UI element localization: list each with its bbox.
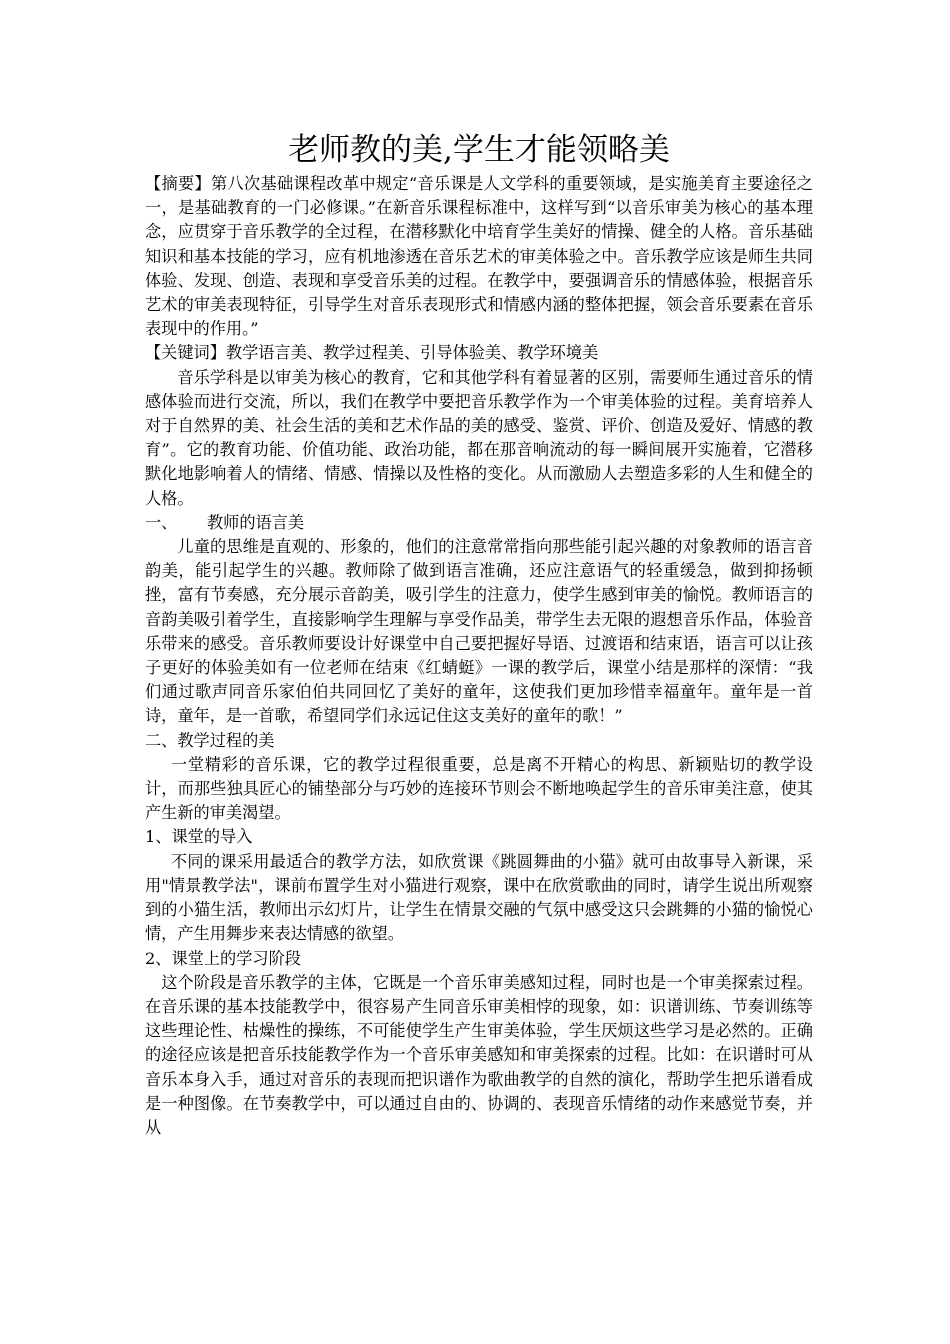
intro-paragraph: 音乐学科是以审美为核心的教育，它和其他学科有着显著的区别，需要师生通过音乐的情感体验而进行交流，所以，我们在教学中要把音乐教学作为一个审美体验的过程。美育培养人对于自然界的美、社会生活的美和艺术作品的美的感受、鉴赏、评价、创造及爱好、情感的教育”。它的教育功能、价值功能、政治功能，都在那音响流动的每一瞬间展开实施着，它潜移默化地影响着人的情绪、情感、情操以及性格的变化。从而激励人去塑造多彩的人生和健全的人格。 bbox=[145, 367, 813, 508]
section1-number: 一、 bbox=[145, 512, 178, 532]
section1-title: 教师的语言美 bbox=[207, 512, 305, 532]
document-page bbox=[145, 128, 813, 1140]
keywords-paragraph: 【关键词】教学语言美、教学过程美、引导体验美、教学环境美 bbox=[145, 343, 599, 363]
section1-body: 儿童的思维是直观的、形象的，他们的注意常常指向那些能引起兴趣的对象教师的语言音韵美，能引起学生的兴趣。教师除了做到语言准确，还应注意语气的轻重缓急，做到抑扬顿挫，富有节奏感，充分展示音韵美，吸引学生的注意力，使学生感到审美的愉悦。教师语言的音韵美吸引着学生，直接影响学生理解与享受作品美，带学生去无限的遐想音乐作品，体验音乐带来的感受。音乐教师要设计好课堂中自己要把握好导语、过渡语和结束语，语言可以让孩子更好的体验美如有一位老师在结束《红蜻蜓》一课的教学后，课堂小结是那样的深情：“我们通过歌声同音乐家伯伯共同回忆了美好的童年，这使我们更加珍惜幸福童年。童年是一首诗，童年，是一首歌，希望同学们永远记住这支美好的童年的歌！” bbox=[145, 537, 813, 726]
subsection1-heading: 1、课堂的导入 bbox=[145, 827, 253, 847]
subsection2-heading: 2、课堂上的学习阶段 bbox=[145, 948, 301, 968]
subsection2-body: 这个阶段是音乐教学的主体，它既是一个音乐审美感知过程，同时也是一个审美探索过程。在音乐课的基本技能教学中，很容易产生同音乐审美相悖的现象，如：识谱训练、节奏训练等这些理论性、枯燥性的操练，不可能使学生产生审美体验，学生厌烦这些学习是必然的。正确的途径应该是把音乐技能教学作为一个音乐审美感知和审美探索的过程。比如：在识谱时可从音乐本身入手，通过对音乐的表现而把识谱作为歌曲教学的自然的演化，帮助学生把乐谱看成是一种图像。在节奏教学中，可以通过自由的、协调的、表现音乐情绪的动作来感觉节奏，并从 bbox=[145, 972, 813, 1137]
document-title: 老师教的美,学生才能领略美 bbox=[288, 132, 670, 168]
section1-heading bbox=[145, 511, 813, 535]
section2-body: 一堂精彩的音乐课，它的教学过程很重要，总是离不开精心的构思、新颖贴切的教学设计，而那些独具匠心的铺垫部分与巧妙的连接环节则会不断地唤起学生的音乐审美注意，使其产生新的审美渴望。 bbox=[145, 754, 813, 823]
abstract-paragraph: 【摘要】第八次基础课程改革中规定“音乐课是人文学科的重要领域，是实施美育主要途径之一，是基础教育的一门必修课。”在新音乐课程标准中，这样写到“以音乐审美为核心的基本理念，应贯穿于音乐教学的全过程，在潜移默化中培育学生美好的情操、健全的人格。音乐基础知识和基本技能的学习，应有机地渗透在音乐艺术的审美体验之中。音乐教学应该是师生共同体验、发现、创造、表现和享受音乐美的过程。在教学中，要强调音乐的情感体验，根据音乐艺术的审美表现特征，引导学生对音乐表现形式和情感内涵的整体把握，领会音乐要素在音乐表现中的作用。” bbox=[145, 174, 813, 339]
subsection1-body: 不同的课采用最适合的教学方法，如欣赏课《跳圆舞曲的小猫》就可由故事导入新课，采用"情景教学法"，课前布置学生对小猫进行观察，课中在欣赏歌曲的同时，请学生说出所观察到的小猫生活，教师出示幻灯片，让学生在情景交融的气氛中感受这只会跳舞的小猫的愉悦心情，产生用舞步来表达情感的欲望。 bbox=[145, 851, 813, 944]
section2-heading: 二、教学过程的美 bbox=[145, 730, 275, 750]
